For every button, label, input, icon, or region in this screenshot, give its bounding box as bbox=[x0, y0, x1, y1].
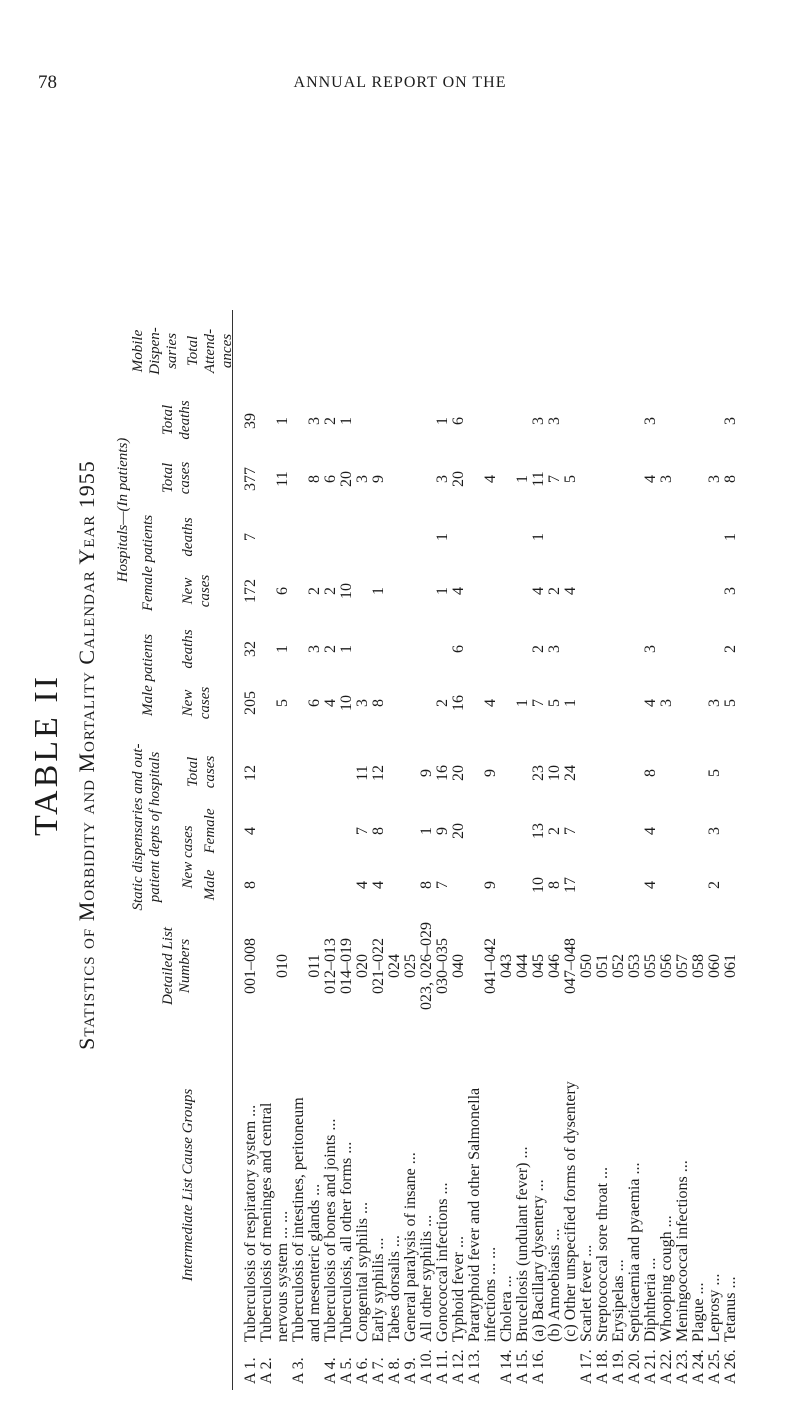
cell-code: A 9. bbox=[402, 1357, 419, 1384]
header-new-cases: New cases bbox=[180, 825, 196, 889]
cell-name: Leprosy ... bbox=[706, 1273, 723, 1342]
cell-male: 8 bbox=[418, 881, 435, 889]
cell-total: 5 bbox=[706, 769, 723, 777]
cell-total: 8 bbox=[642, 769, 659, 777]
header-static: Static dispensaries and out-patient depts of hospitals bbox=[130, 743, 163, 911]
cell-m_cases: 5 bbox=[546, 699, 563, 707]
cell-female: 4 bbox=[642, 827, 659, 835]
cell-detailed: 050 bbox=[578, 954, 595, 978]
cell-name: Tuberculosis, all other forms ... bbox=[338, 1141, 355, 1342]
cell-f_cases: 3 bbox=[722, 587, 739, 595]
cell-detailed: 053 bbox=[626, 954, 643, 978]
cell-code: A 24. bbox=[690, 1349, 707, 1384]
cell-detailed: 047–048 bbox=[562, 938, 579, 994]
cell-t_deaths: 1 bbox=[434, 417, 451, 425]
cell-total: 9 bbox=[482, 769, 499, 777]
cell-code: A 26. bbox=[722, 1349, 739, 1384]
cell-detailed: 040 bbox=[450, 954, 467, 978]
cell-name: Gonococcal infections ... bbox=[434, 1182, 451, 1342]
cell-code: A 15. bbox=[514, 1349, 531, 1384]
cell-name: Diphtheria ... bbox=[642, 1257, 659, 1342]
cell-t_cases: 3 bbox=[658, 475, 675, 483]
cell-name: Whooping cough ... bbox=[658, 1215, 675, 1342]
cell-total: 20 bbox=[450, 765, 467, 781]
cell-total: 12 bbox=[370, 765, 387, 781]
cell-code: A 13. bbox=[466, 1349, 483, 1384]
cell-total: 10 bbox=[546, 765, 563, 781]
cell-detailed: 020 bbox=[354, 954, 371, 978]
cell-male: 8 bbox=[242, 881, 259, 889]
cell-t_cases: 20 bbox=[338, 471, 355, 487]
cell-male: 10 bbox=[530, 877, 547, 893]
cell-female: 1 bbox=[418, 827, 435, 835]
cell-m_cases: 4 bbox=[322, 699, 339, 707]
header-male: Male bbox=[202, 869, 218, 901]
cell-m_cases: 6 bbox=[306, 699, 323, 707]
cell-detailed: 051 bbox=[594, 954, 611, 978]
cell-detailed: 060 bbox=[706, 954, 723, 978]
cell-female: 2 bbox=[546, 827, 563, 835]
cell-code: A 6. bbox=[354, 1357, 371, 1384]
cell-detailed: 001–008 bbox=[242, 938, 259, 994]
cell-name: (a) Bacillary dysentery ... bbox=[530, 1179, 547, 1342]
cell-code: A 22. bbox=[658, 1349, 675, 1384]
cell-m_deaths: 1 bbox=[338, 645, 355, 653]
cell-detailed: 057 bbox=[674, 954, 691, 978]
cell-male: 8 bbox=[546, 881, 563, 889]
cell-detailed: 014–019 bbox=[338, 938, 355, 994]
header-f-new: New cases bbox=[180, 574, 213, 608]
cell-name: Early syphilis ... bbox=[370, 1237, 387, 1342]
cell-f_cases: 4 bbox=[530, 587, 547, 595]
cell-m_cases: 10 bbox=[338, 695, 355, 711]
cell-m_cases: 2 bbox=[434, 699, 451, 707]
cell-code: A 16. bbox=[530, 1349, 547, 1384]
cell-f_cases: 6 bbox=[274, 587, 291, 595]
cell-t_deaths: 3 bbox=[530, 417, 547, 425]
cell-name: (c) Other unspecified forms of dysentery bbox=[562, 1081, 579, 1342]
cell-female: 13 bbox=[530, 823, 547, 839]
cell-female: 4 bbox=[242, 827, 259, 835]
cell-m_deaths: 6 bbox=[450, 645, 467, 653]
cell-m_deaths: 3 bbox=[546, 645, 563, 653]
cell-name: Meningococcal infections ... bbox=[674, 1160, 691, 1342]
cell-f_cases: 10 bbox=[338, 583, 355, 599]
cell-detailed: 061 bbox=[722, 954, 739, 978]
cell-total: 9 bbox=[418, 769, 435, 777]
cell-m_deaths: 1 bbox=[274, 645, 291, 653]
cell-t_cases: 20 bbox=[450, 471, 467, 487]
header-male-patients: Male patients bbox=[140, 633, 156, 717]
cell-code: A 5. bbox=[338, 1357, 355, 1384]
cell-m_deaths: 2 bbox=[322, 645, 339, 653]
cell-t_deaths: 3 bbox=[546, 417, 563, 425]
cell-m_cases: 16 bbox=[450, 695, 467, 711]
cell-name: Paratyphoid fever and other Salmonella bbox=[466, 1087, 483, 1342]
cell-t_cases: 6 bbox=[322, 475, 339, 483]
cell-detailed: 030–035 bbox=[434, 938, 451, 994]
cell-detailed: 044 bbox=[514, 954, 531, 978]
cell-code: A 20. bbox=[626, 1349, 643, 1384]
page-number: 78 bbox=[38, 72, 57, 93]
cell-detailed: 058 bbox=[690, 954, 707, 978]
cell-name: and mesenteric glands ... bbox=[306, 1183, 323, 1342]
cell-t_cases: 3 bbox=[706, 475, 723, 483]
cell-detailed: 012–013 bbox=[322, 938, 339, 994]
cell-detailed: 023, 026–029 bbox=[418, 922, 435, 1010]
cell-m_deaths: 3 bbox=[306, 645, 323, 653]
cell-f_cases: 2 bbox=[322, 587, 339, 595]
header-total-cases: Total cases bbox=[160, 461, 193, 495]
cell-name: infections ... ... bbox=[482, 1246, 499, 1342]
cell-male: 4 bbox=[642, 881, 659, 889]
cell-female: 8 bbox=[370, 827, 387, 835]
cell-female: 9 bbox=[434, 827, 451, 835]
cell-f_deaths: 1 bbox=[434, 533, 451, 541]
header-total-static: Total cases bbox=[185, 755, 218, 789]
cell-detailed: 011 bbox=[306, 954, 323, 978]
cell-t_cases: 11 bbox=[530, 471, 547, 487]
cell-name: Plague ... bbox=[690, 1282, 707, 1342]
cell-total: 24 bbox=[562, 765, 579, 781]
cell-name: Brucellosis (undulant fever) ... bbox=[514, 1146, 531, 1342]
cell-m_cases: 5 bbox=[722, 699, 739, 707]
cell-female: 7 bbox=[354, 827, 371, 835]
cell-total: 16 bbox=[434, 765, 451, 781]
cell-f_cases: 4 bbox=[562, 587, 579, 595]
cell-male: 4 bbox=[354, 881, 371, 889]
cell-m_cases: 5 bbox=[274, 699, 291, 707]
cell-detailed: 025 bbox=[402, 954, 419, 978]
cell-name: (b) Amoebiasis ... bbox=[546, 1228, 563, 1342]
cell-name: Septicaemia and pyaemia ... bbox=[626, 1162, 643, 1342]
cell-detailed: 021–022 bbox=[370, 938, 387, 994]
header-attendances: Total Attend-ances bbox=[185, 328, 235, 374]
cell-m_cases: 3 bbox=[354, 699, 371, 707]
cell-code: A 17. bbox=[578, 1349, 595, 1384]
cell-code: A 19. bbox=[610, 1349, 627, 1384]
cell-female: 20 bbox=[450, 823, 467, 839]
header-female-patients: Female patients bbox=[140, 514, 156, 612]
cell-detailed: 043 bbox=[498, 954, 515, 978]
cell-code: A 21. bbox=[642, 1349, 659, 1384]
cell-detailed: 010 bbox=[274, 954, 291, 978]
cell-f_deaths: 7 bbox=[242, 533, 259, 541]
cell-m_cases: 4 bbox=[642, 699, 659, 707]
cell-name: General paralysis of insane ... bbox=[402, 1152, 419, 1342]
cell-code: A 4. bbox=[322, 1357, 339, 1384]
rotated-table bbox=[20, 120, 755, 1390]
cell-detailed: 024 bbox=[386, 954, 403, 978]
running-head: ANNUAL REPORT ON THE bbox=[293, 74, 507, 91]
header-hospitals: Hospitals—(In patients) bbox=[115, 437, 131, 583]
cell-f_cases: 2 bbox=[306, 587, 323, 595]
cell-m_cases: 205 bbox=[242, 691, 259, 715]
cell-code: A 23. bbox=[674, 1349, 691, 1384]
header-f-deaths: deaths bbox=[180, 517, 196, 557]
cell-m_cases: 7 bbox=[530, 699, 547, 707]
cell-name: Tuberculosis of bones and joints ... bbox=[322, 1118, 339, 1342]
cell-detailed: 052 bbox=[610, 954, 627, 978]
cell-m_deaths: 2 bbox=[722, 645, 739, 653]
cell-male: 2 bbox=[706, 881, 723, 889]
cell-m_deaths: 3 bbox=[642, 645, 659, 653]
cell-code: A 8. bbox=[386, 1357, 403, 1384]
cell-male: 17 bbox=[562, 877, 579, 893]
cell-name: All other syphilis ... bbox=[418, 1214, 435, 1342]
cell-code: A 11. bbox=[434, 1349, 451, 1384]
header-intermediate: Intermediate List Cause Groups bbox=[180, 1088, 196, 1282]
cell-name: nervous system ... ... bbox=[274, 1210, 291, 1342]
cell-name: Typhoid fever ... bbox=[450, 1236, 467, 1342]
cell-detailed: 041–042 bbox=[482, 938, 499, 994]
cell-code: A 12. bbox=[450, 1349, 467, 1384]
header-m-new: New cases bbox=[180, 686, 213, 720]
header-female: Female bbox=[202, 808, 218, 854]
cell-f_deaths: 1 bbox=[530, 533, 547, 541]
cell-name: Tuberculosis of respiratory system ... bbox=[242, 1104, 259, 1342]
cell-code: A 2. bbox=[258, 1357, 275, 1384]
header-detailed: Detailed List Numbers bbox=[160, 927, 193, 1005]
header-m-deaths: deaths bbox=[180, 629, 196, 669]
table-label: TABLE II bbox=[28, 674, 65, 836]
cell-t_cases: 3 bbox=[354, 475, 371, 483]
cell-detailed: 056 bbox=[658, 954, 675, 978]
cell-t_cases: 8 bbox=[306, 475, 323, 483]
cell-t_deaths: 2 bbox=[322, 417, 339, 425]
cell-t_deaths: 1 bbox=[274, 417, 291, 425]
header-mobile: Mobile Dispen-saries bbox=[130, 327, 180, 375]
cell-t_deaths: 3 bbox=[306, 417, 323, 425]
cell-t_deaths: 3 bbox=[642, 417, 659, 425]
cell-code: A 18. bbox=[594, 1349, 611, 1384]
cell-m_deaths: 32 bbox=[242, 641, 259, 657]
cell-total: 12 bbox=[242, 765, 259, 781]
cell-name: Congenital syphilis ... bbox=[354, 1202, 371, 1342]
cell-total: 11 bbox=[354, 765, 371, 781]
cell-name: Tuberculosis of intestines, peritoneum bbox=[290, 1097, 307, 1342]
cell-t_cases: 11 bbox=[274, 471, 291, 487]
cell-code: A 25. bbox=[706, 1349, 723, 1384]
cell-name: Scarlet fever ... bbox=[578, 1244, 595, 1342]
cell-t_cases: 5 bbox=[562, 475, 579, 483]
cell-f_cases: 2 bbox=[546, 587, 563, 595]
cell-t_deaths: 6 bbox=[450, 417, 467, 425]
cell-t_cases: 9 bbox=[370, 475, 387, 483]
cell-female: 3 bbox=[706, 827, 723, 835]
cell-t_cases: 4 bbox=[642, 475, 659, 483]
cell-t_cases: 7 bbox=[546, 475, 563, 483]
cell-name: Tuberculosis of meninges and central bbox=[258, 1102, 275, 1342]
cell-detailed: 045 bbox=[530, 954, 547, 978]
cell-male: 9 bbox=[482, 881, 499, 889]
cell-t_deaths: 3 bbox=[722, 417, 739, 425]
cell-name: Tetanus ... bbox=[722, 1276, 739, 1342]
cell-f_cases: 1 bbox=[370, 587, 387, 595]
cell-m_cases: 8 bbox=[370, 699, 387, 707]
cell-name: Erysipelas ... bbox=[610, 1259, 627, 1342]
cell-code: A 14. bbox=[498, 1349, 515, 1384]
cell-m_cases: 1 bbox=[514, 699, 531, 707]
cell-t_cases: 1 bbox=[514, 475, 531, 483]
cell-m_cases: 3 bbox=[706, 699, 723, 707]
cell-f_cases: 1 bbox=[434, 587, 451, 595]
cell-name: Streptococcal sore throat ... bbox=[594, 1166, 611, 1342]
cell-m_cases: 4 bbox=[482, 699, 499, 707]
cell-t_cases: 377 bbox=[242, 467, 259, 491]
cell-f_cases: 172 bbox=[242, 579, 259, 603]
cell-t_cases: 8 bbox=[722, 475, 739, 483]
cell-male: 7 bbox=[434, 881, 451, 889]
cell-male: 4 bbox=[370, 881, 387, 889]
cell-code: A 3. bbox=[290, 1357, 307, 1384]
cell-detailed: 046 bbox=[546, 954, 563, 978]
cell-t_deaths: 39 bbox=[242, 413, 259, 429]
cell-t_cases: 3 bbox=[434, 475, 451, 483]
cell-t_cases: 4 bbox=[482, 475, 499, 483]
cell-m_cases: 1 bbox=[562, 699, 579, 707]
cell-m_cases: 3 bbox=[658, 699, 675, 707]
header-total-deaths: Total deaths bbox=[160, 400, 193, 440]
cell-total: 23 bbox=[530, 765, 547, 781]
cell-detailed: 055 bbox=[642, 954, 659, 978]
table-title: Statistics of Morbidity and Mortality Calendar Year 1955 bbox=[74, 460, 99, 1050]
cell-m_deaths: 2 bbox=[530, 645, 547, 653]
cell-f_cases: 4 bbox=[450, 587, 467, 595]
cell-name: Tabes dorsalis ... bbox=[386, 1235, 403, 1342]
cell-code: A 1. bbox=[242, 1357, 259, 1384]
cell-female: 7 bbox=[562, 827, 579, 835]
cell-name: Cholera ... bbox=[498, 1275, 515, 1342]
cell-f_deaths: 1 bbox=[722, 533, 739, 541]
cell-t_deaths: 1 bbox=[338, 417, 355, 425]
cell-code: A 7. bbox=[370, 1357, 387, 1384]
cell-code: A 10. bbox=[418, 1349, 435, 1384]
